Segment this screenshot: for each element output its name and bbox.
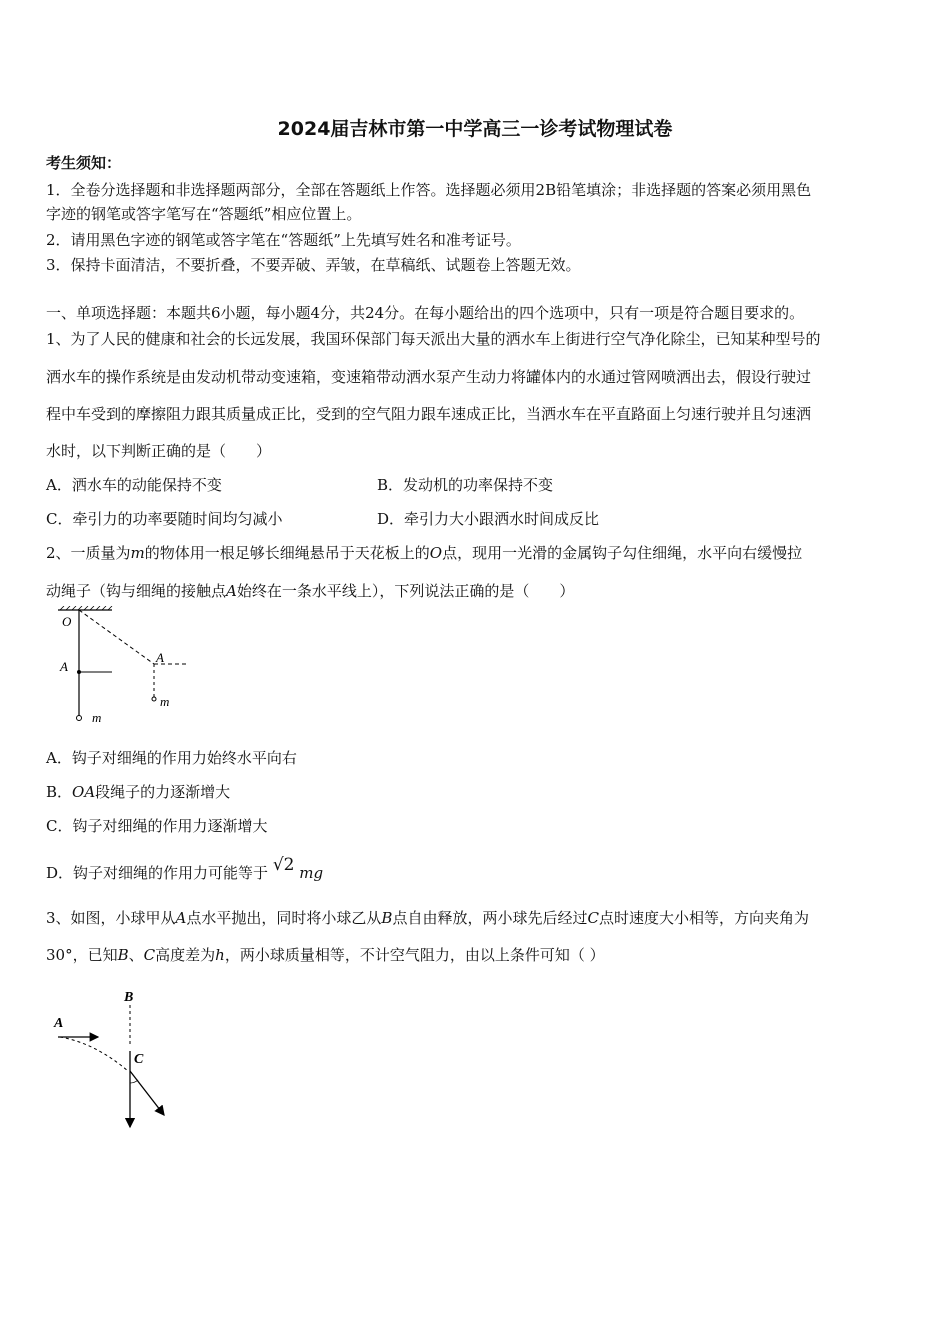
q1-option-c: C．牵引力的功率要随时间均匀减小 [46, 510, 283, 528]
mass-right [152, 697, 156, 701]
velocity-a-arrow [130, 1071, 164, 1115]
mass-left [77, 716, 82, 721]
notice-item: 1．全卷分选择题和非选择题两部分，全部在答题纸上作答。选择题必须用2B铅笔填涂；非选择题的答案必须用黑色 [46, 181, 812, 199]
label-a-left: A [60, 659, 68, 674]
q2-option-a: A．钩子对细绳的作用力始终水平向右 [46, 749, 297, 767]
notice-item: 3．保持卡面清洁，不要折叠，不要弄破、弄皱，在草稿纸、试题卷上答题无效。 [46, 256, 581, 274]
q1-option-b: B．发动机的功率保持不变 [377, 476, 554, 494]
q3-figure [50, 985, 180, 1135]
q2-text-line: 动绳子（钩与细绳的接触点A始终在一条水平线上），下列说法正确的是（ ） [46, 582, 575, 600]
q2-option-b: B．OA段绳子的力逐渐增大 [46, 783, 231, 801]
q1-text-line: 水时，以下判断正确的是（ ） [46, 442, 272, 460]
label-a: A [54, 1016, 64, 1031]
q2-option-c: C．钩子对细绳的作用力逐渐增大 [46, 817, 268, 835]
q3-text-line: 3、如图，小球甲从A点水平抛出，同时将小球乙从B点自由释放，两小球先后经过C点时速度大小相等，方向夹角为 [46, 909, 809, 927]
q2-text-line: 2、一质量为m的物体用一根足够长细绳悬吊于天花板上的O点，现用一光滑的金属钩子勾住细绳，水平向右缓慢拉 [46, 544, 803, 562]
q2-figure [50, 606, 200, 726]
label-a-right: A [156, 650, 164, 665]
trajectory-dashed [60, 1037, 128, 1071]
page-title: 2024届吉林市第一中学高三一诊考试物理试卷 [277, 118, 673, 140]
notice-item: 2．请用黑色字迹的钢笔或答字笔在“答题纸”上先填写姓名和准考证号。 [46, 231, 521, 249]
label-c: C [134, 1052, 144, 1067]
label-m-left: m [92, 710, 102, 725]
q1-text-line: 洒水车的操作系统是由发动机带动变速箱，变速箱带动洒水泵产生动力将罐体内的水通过管网喷洒出去，假设行驶过 [46, 368, 812, 386]
q1-option-a: A．洒水车的动能保持不变 [46, 476, 222, 494]
notice-item: 字迹的钢笔或答字笔写在“答题纸”相应位置上。 [46, 205, 362, 223]
label-o: O [62, 614, 72, 629]
point-a-left [77, 670, 81, 674]
sqrt-two: √2 [272, 855, 295, 875]
q1-option-d: D．牵引力大小跟洒水时间成反比 [377, 510, 600, 528]
q3-text-line: 30°，已知B、C高度差为h，两小球质量相等，不计空气阻力，由以上条件可知（ ） [46, 946, 605, 964]
label-b: B [124, 990, 134, 1005]
q1-text-line: 1、为了人民的健康和社会的长远发展，我国环保部门每天派出大量的洒水车上街进行空气净化除尘，已知某种型号的 [46, 330, 821, 348]
notice-heading: 考生须知： [46, 154, 122, 172]
section-heading: 一、单项选择题：本题共6小题，每小题4分，共24分。在每小题给出的四个选项中，只有一项是符合题目要求的。 [46, 304, 805, 322]
q2-option-d: D．钩子对细绳的作用力可能等于 √2 mg [46, 855, 324, 882]
rope-dashed [79, 610, 154, 664]
label-m-right: m [160, 694, 170, 709]
q1-text-line: 程中车受到的摩擦阻力跟其质量成正比，受到的空气阻力跟车速成正比，当洒水车在平直路面上匀速行驶并且匀速洒 [46, 405, 812, 423]
